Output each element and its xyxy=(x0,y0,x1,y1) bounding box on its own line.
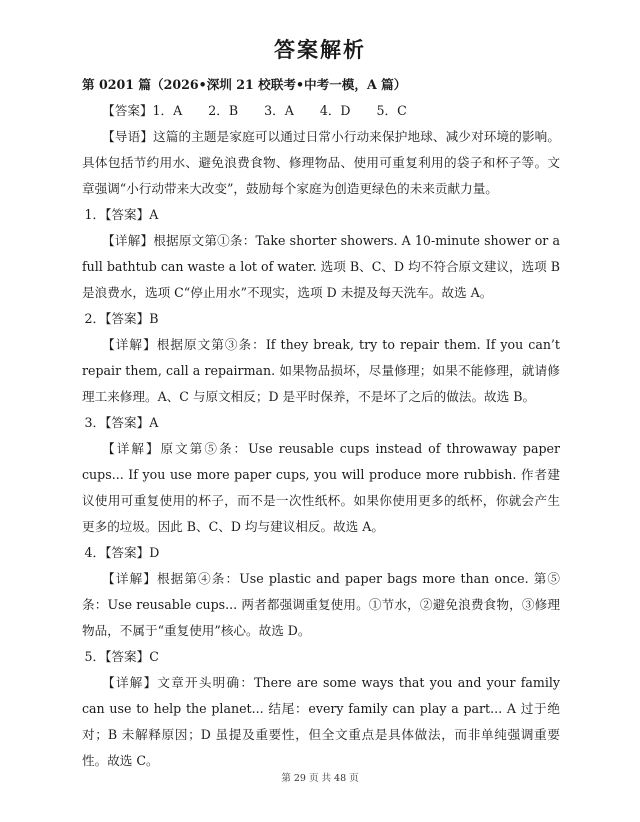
answer-5: 5．C xyxy=(376,103,407,118)
item-4-detail: 【详解】根据第④条：Use plastic and paper bags more than once. 第⑤条：Use reusable cups... 两者都强调重复使用。①节水，②避免浪费食物，③修理物品，不属于“重复使用”核心。故选 D。 xyxy=(82,571,560,638)
answer-key xyxy=(82,98,560,124)
answer-4: 4．D xyxy=(319,103,351,118)
item-2-heading: 2．【答案】B xyxy=(84,311,159,326)
document-body xyxy=(82,72,560,774)
section-heading: 第 0201 篇（2026•深圳 21 校联考•中考一模，A 篇） xyxy=(82,77,407,92)
item-1-detail: 【详解】根据原文第①条：Take shorter showers. A 10-minute shower or a full bathtub can waste a lot of water. 选项 B、C、D 均不符合原文建议，选项 B 是浪费水，选项 C“停止用水”不现实，选项 D 未提及每天洗车。故选 A。 xyxy=(82,233,560,300)
answer-2: 2．B xyxy=(208,103,239,118)
answer-3: 3．A xyxy=(264,103,294,118)
item-3-heading: 3．【答案】A xyxy=(84,415,159,430)
item-5-detail: 【详解】文章开头明确：There are some ways that you and your family can use to help the planet... 结尾：every family can play a part... A 过于绝对；B 未解释原因；D 虽提及重要性，但全文重点是具体做法，而非单纯强调重要性。故选 C。 xyxy=(82,675,560,768)
page-title: 答案解析 xyxy=(274,38,366,62)
item-1-heading: 1．【答案】A xyxy=(84,207,159,222)
guide-paragraph: 【导语】这篇的主题是家庭可以通过日常小行动来保护地球、减少对环境的影响。具体包括节约用水、避免浪费食物、修理物品、使用可重复利用的袋子和杯子等。文章强调“小行动带来大改变”，鼓励每个家庭为创造更绿色的未来贡献力量。 xyxy=(82,129,560,196)
item-4-heading: 4．【答案】D xyxy=(84,545,160,560)
page-footer: 第 29 页 共 48 页 xyxy=(281,773,359,784)
answer-tag: 【答案】 xyxy=(102,103,153,118)
answer-1: 1．A xyxy=(152,103,183,118)
item-2-detail: 【详解】根据原文第③条：If they break, try to repair them. If you can’t repair them, call a repairman. 如果物品损坏，尽量修理；如果不能修理，就请修理工来修理。A、C 与原文相反；D 是平时保养，不是坏了之后的做法。故选 B。 xyxy=(82,337,560,404)
item-5-heading: 5．【答案】C xyxy=(84,649,159,664)
item-3-detail: 【详解】原文第⑤条：Use reusable cups instead of throwaway paper cups... If you use more paper cups, you will produce more rubbish. 作者建议使用可重复使用的杯子，而不是一次性纸杯。如果你使用更多的纸杯，你就会产生更多的垃圾。因此 B、C、D 均与建议相反。故选 A。 xyxy=(82,441,560,534)
